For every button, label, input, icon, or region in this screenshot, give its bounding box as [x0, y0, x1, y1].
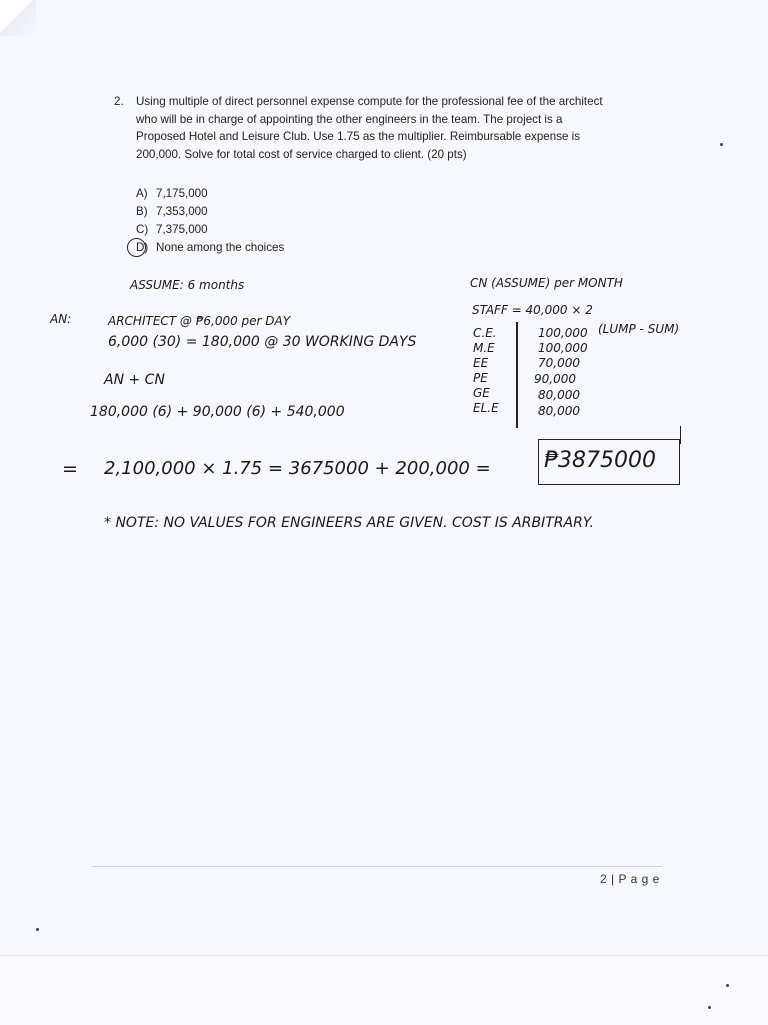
choice-text: 7,353,000 — [156, 205, 208, 218]
engineer-value: 100,000 — [538, 326, 588, 340]
engineer-code: M.E — [473, 341, 495, 355]
engineer-table-divider — [516, 322, 518, 428]
engineer-code: C.E. — [473, 326, 497, 340]
choice-letter: D) — [136, 241, 149, 254]
engineer-code: EE — [473, 356, 489, 370]
choice-letter: B) — [136, 205, 148, 218]
sum-expression: 180,000 (6) + 90,000 (6) + 540,000 — [90, 404, 345, 420]
scan-speck — [726, 984, 729, 987]
choice-text: 7,375,000 — [156, 223, 208, 236]
selected-answer-circle — [127, 238, 146, 257]
final-answer: ₱3875000 — [544, 448, 656, 473]
question-line: 200,000. Solve for total cost of service charged to client. (20 pts) — [136, 147, 467, 161]
scan-speck — [720, 143, 723, 146]
total-calculation: 2,100,000 × 1.75 = 3675000 + 200,000 = — [104, 458, 491, 479]
engineer-value: 70,000 — [538, 356, 580, 370]
choice-d — [136, 241, 284, 254]
scan-speck — [36, 928, 39, 931]
engineer-code: GE — [473, 386, 490, 400]
assumption-note: ASSUME: 6 months — [130, 278, 245, 292]
engineer-note: (LUMP - SUM) — [598, 322, 680, 336]
scan-speck — [708, 1006, 711, 1009]
choice-letter: A) — [136, 187, 148, 200]
scanner-margin — [0, 955, 768, 1025]
choice-text: None among the choices — [156, 241, 285, 254]
engineer-code: PE — [473, 371, 488, 385]
choice-b — [136, 205, 208, 218]
choice-text: 7,175,000 — [156, 187, 208, 200]
footer-rule — [92, 866, 662, 867]
question-line: Using multiple of direct personnel expense compute for the professional fee of the architect — [136, 95, 603, 108]
architect-rate: ARCHITECT @ ₱6,000 per DAY — [108, 314, 291, 328]
choice-c — [136, 223, 208, 236]
question-line: Proposed Hotel and Leisure Club. Use 1.75 as the multiplier. Reimbursable expense is — [136, 130, 581, 143]
staff-line: STAFF = 40,000 × 2 — [472, 303, 593, 317]
choice-letter: C) — [136, 223, 149, 236]
equals-sign: = — [62, 458, 78, 480]
question-number: 2. — [114, 95, 124, 108]
an-label: AN: — [50, 312, 72, 326]
engineer-value: 90,000 — [534, 372, 576, 386]
engineer-code: EL.E — [473, 401, 499, 415]
arbitrary-note: * NOTE: NO VALUES FOR ENGINEERS ARE GIVEN. COST IS ARBITRARY. — [104, 515, 594, 531]
engineer-value: 80,000 — [538, 404, 580, 418]
cn-header: CN (ASSUME) per MONTH — [470, 276, 623, 290]
choice-a — [136, 187, 208, 200]
question-line: who will be in charge of appointing the other engineers in the team. The project is a — [136, 112, 563, 126]
engineer-value: 80,000 — [538, 388, 580, 402]
an-plus-cn: AN + CN — [104, 372, 165, 388]
page-number: 2 | P a g e — [600, 872, 660, 886]
monthly-calc: 6,000 (30) = 180,000 @ 30 WORKING DAYS — [108, 334, 417, 350]
question-text — [136, 93, 676, 163]
engineer-value: 100,000 — [538, 341, 588, 355]
